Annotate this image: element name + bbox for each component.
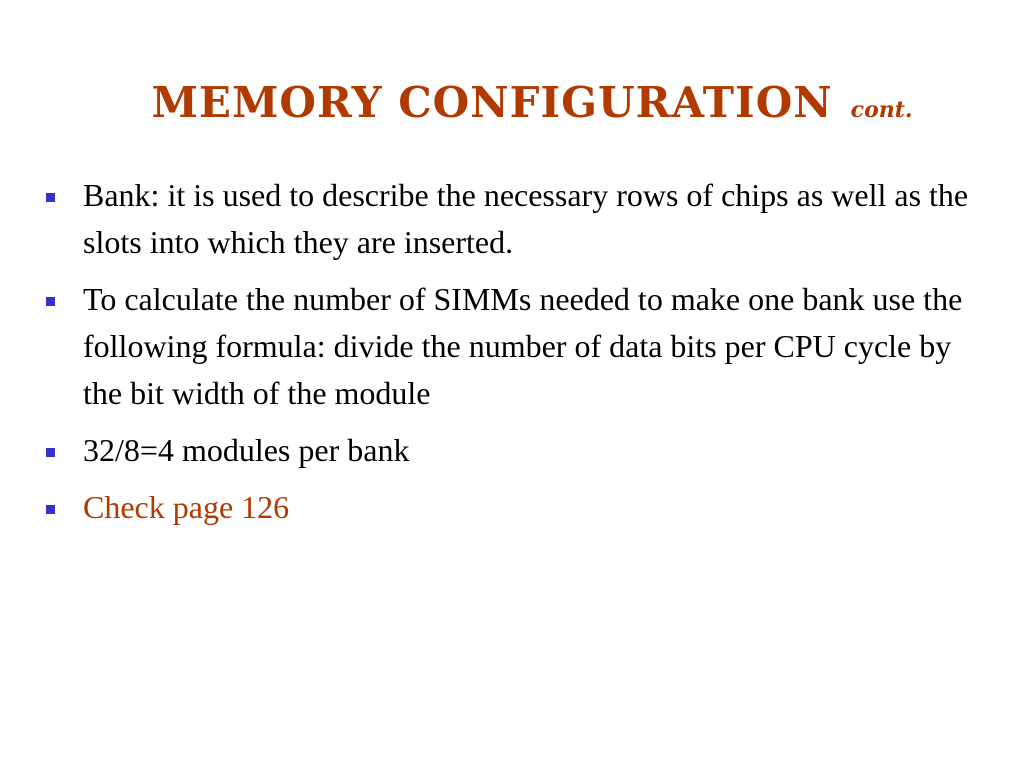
square-bullet-icon: [46, 505, 55, 514]
bullet-item-simm-formula: [83, 276, 983, 417]
bullet-text: To calculate the number of SIMMs needed to make one bank use the following formula: divide the number of data bits per CPU cycle by the bit width of the module: [83, 281, 963, 411]
bullet-text: Bank: it is used to describe the necessary rows of chips as well as the slots into which they are inserted.: [83, 177, 969, 260]
bullet-item-page-reference: [83, 484, 983, 531]
title-text: MEMORY CONFIGURATION: [151, 78, 833, 127]
square-bullet-icon: [46, 193, 55, 202]
square-bullet-icon: [46, 448, 55, 457]
slide-title: [0, 78, 1024, 127]
square-bullet-icon: [46, 297, 55, 306]
bullet-item-example: [83, 427, 983, 474]
title-suffix: cont.: [850, 97, 913, 123]
bullet-text: 32/8=4 modules per bank: [83, 432, 410, 468]
bullet-text-accent: Check page 126: [83, 489, 290, 525]
bullet-item-bank-definition: [83, 172, 983, 266]
bullet-list: [83, 172, 983, 541]
